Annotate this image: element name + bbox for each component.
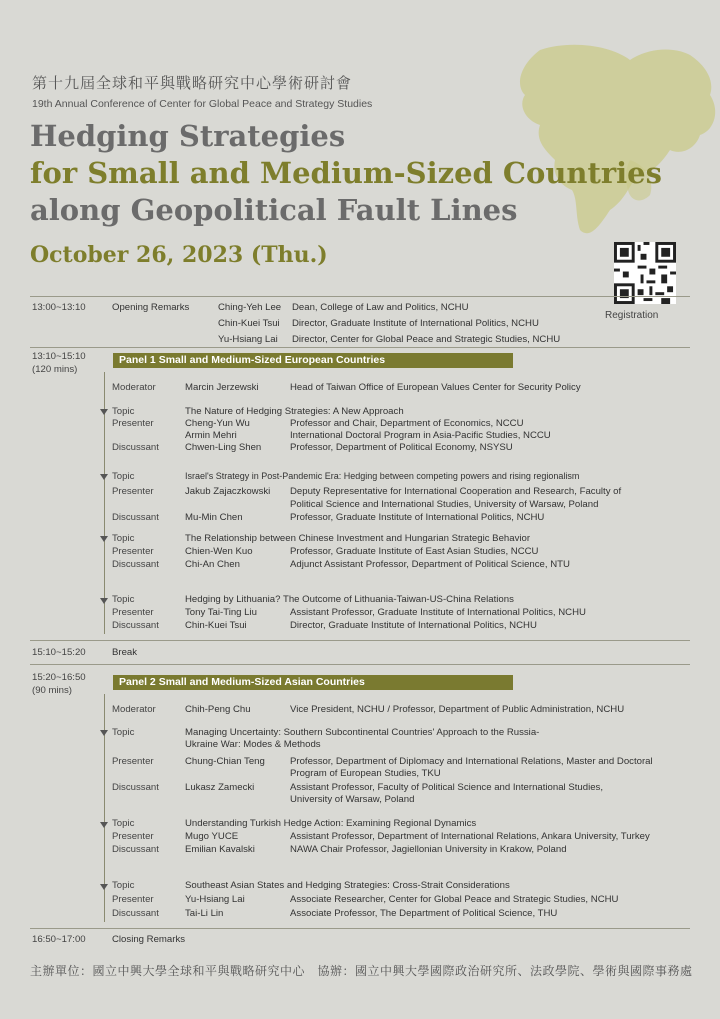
panel1-duration: (120 mins) — [32, 364, 78, 375]
topic-text: Managing Uncertainty: Southern Subcontinental Countries' Approach to the Russia- — [185, 727, 540, 738]
registration-qr-code[interactable] — [614, 242, 676, 304]
person-name: Mu-Min Chen — [185, 512, 243, 523]
person-title: Professor and Chair, Department of Economics, NCCU — [290, 418, 524, 429]
role-label: Presenter — [112, 894, 154, 905]
role-label: Discussant — [112, 442, 159, 453]
divider — [30, 640, 690, 641]
topic-label: Topic — [112, 406, 135, 417]
person-name: Chin-Kuei Tsui — [185, 620, 247, 631]
person-name: Jakub Zajaczkowski — [185, 486, 271, 497]
topic-text: Understanding Turkish Hedge Action: Examining Regional Dynamics — [185, 818, 477, 829]
person-name: Chung-Chian Teng — [185, 756, 265, 767]
person-name: Armin Mehri — [185, 430, 237, 441]
role-label: Discussant — [112, 844, 159, 855]
conference-subtitle: 19th Annual Conference of Center for Global Peace and Strategy Studies — [32, 98, 373, 110]
person-title: Professor, Graduate Institute of International Politics, NCHU — [290, 512, 545, 523]
topic-label: Topic — [112, 880, 135, 891]
person-name: Lukasz Zamecki — [185, 782, 255, 793]
person-name: Chien-Wen Kuo — [185, 546, 253, 557]
topic-text: Hedging by Lithuania? The Outcome of Lithuania-Taiwan-US-China Relations — [185, 594, 514, 605]
topic-text: Southeast Asian States and Hedging Strategies: Cross-Strait Considerations — [185, 880, 510, 891]
person-title: Director, Graduate Institute of International Politics, NCHU — [290, 620, 537, 631]
person-title: International Doctoral Program in Asia-Pacific Studies, NCCU — [290, 430, 551, 441]
person-name: Tai-Li Lin — [185, 908, 224, 919]
topic-text: Israel's Strategy in Post-Pandemic Era: Hedging between competing powers and rising regionalism — [185, 471, 580, 481]
person-name: Mugo YUCE — [185, 831, 239, 842]
panel2-duration: (90 mins) — [32, 685, 72, 696]
topic-label: Topic — [112, 594, 135, 605]
person-title: Professor, Graduate Institute of East Asian Studies, NCCU — [290, 546, 539, 557]
opening-title-2: Director, Graduate Institute of International Politics, NCHU — [292, 318, 539, 329]
closing-label: Closing Remarks — [112, 934, 186, 945]
event-date: October 26, 2023 (Thu.) — [30, 242, 328, 268]
divider — [30, 928, 690, 929]
role-label: Presenter — [112, 486, 154, 497]
person-title: Assistant Professor, Graduate Institute of International Politics, NCHU — [290, 607, 586, 618]
role-label: Presenter — [112, 756, 154, 767]
panel2-time: 15:20~16:50 — [32, 672, 86, 683]
panel2-moderator-label: Moderator — [112, 704, 156, 715]
title-line-3: along Geopolitical Fault Lines — [30, 193, 518, 227]
person-title: Professor, Department of Political Economy, NSYSU — [290, 442, 513, 453]
timeline-marker-icon — [100, 598, 108, 604]
person-title: Adjunct Assistant Professor, Department of Political Science, NTU — [290, 559, 570, 570]
person-title: Political Science and International Studies, University of Warsaw, Poland — [290, 499, 599, 510]
person-name: Yu-Hsiang Lai — [185, 894, 245, 905]
role-label: Discussant — [112, 620, 159, 631]
topic-label: Topic — [112, 471, 135, 482]
divider — [30, 347, 690, 348]
panel1-moderator-title: Head of Taiwan Office of European Values Center for Security Policy — [290, 382, 581, 393]
title-line-2: for Small and Medium-Sized Countries — [30, 156, 662, 190]
timeline-marker-icon — [100, 884, 108, 890]
opening-name-3: Yu-Hsiang Lai — [218, 334, 278, 345]
panel2-title: Panel 2 Small and Medium-Sized Asian Countries — [113, 675, 513, 690]
role-label: Discussant — [112, 908, 159, 919]
person-title: Associate Professor, The Department of Political Science, THU — [290, 908, 558, 919]
person-name: Emilian Kavalski — [185, 844, 255, 855]
person-title: NAWA Chair Professor, Jagiellonian University in Krakow, Poland — [290, 844, 567, 855]
panel1-time: 13:10~15:10 — [32, 351, 86, 362]
divider — [30, 664, 690, 665]
role-label: Presenter — [112, 607, 154, 618]
closing-time: 16:50~17:00 — [32, 934, 86, 945]
person-title: Associate Researcher, Center for Global Peace and Strategic Studies, NCHU — [290, 894, 619, 905]
role-label: Presenter — [112, 418, 154, 429]
timeline-marker-icon — [100, 474, 108, 480]
person-name: Chi-An Chen — [185, 559, 240, 570]
person-title: University of Warsaw, Poland — [290, 794, 415, 805]
topic-text-line-2: Ukraine War: Modes & Methods — [185, 739, 321, 750]
opening-name-1: Ching-Yeh Lee — [218, 302, 282, 313]
person-title: Assistant Professor, Faculty of Political Science and International Studies, — [290, 782, 604, 793]
topic-label: Topic — [112, 727, 135, 738]
role-label: Discussant — [112, 512, 159, 523]
person-title: Professor, Department of Diplomacy and International Relations, Master and Doctoral — [290, 756, 653, 767]
role-label: Presenter — [112, 546, 154, 557]
panel1-moderator-name: Marcin Jerzewski — [185, 382, 259, 393]
opening-label: Opening Remarks — [112, 302, 190, 313]
role-label: Discussant — [112, 782, 159, 793]
registration-label: Registration — [605, 310, 659, 321]
person-title: Deputy Representative for International Cooperation and Research, Faculty of — [290, 486, 622, 497]
timeline-marker-icon — [100, 730, 108, 736]
title-line-1: Hedging Strategies — [30, 119, 346, 153]
topic-label: Topic — [112, 818, 135, 829]
person-name: Tony Tai-Ting Liu — [185, 607, 257, 618]
topic-text: The Relationship between Chinese Investment and Hungarian Strategic Behavior — [185, 533, 531, 544]
role-label: Presenter — [112, 831, 154, 842]
panel1-moderator-label: Moderator — [112, 382, 156, 393]
break-label: Break — [112, 647, 138, 658]
divider — [30, 296, 690, 297]
timeline-marker-icon — [100, 822, 108, 828]
person-title: Program of European Studies, TKU — [290, 768, 441, 779]
role-label: Discussant — [112, 559, 159, 570]
main-title — [30, 118, 662, 229]
opening-time: 13:00~13:10 — [32, 302, 86, 313]
person-name: Chwen-Ling Shen — [185, 442, 262, 453]
person-name: Cheng-Yun Wu — [185, 418, 250, 429]
person-title: Assistant Professor, Department of International Relations, Ankara University, Turkey — [290, 831, 650, 842]
panel2-moderator-title: Vice President, NCHU / Professor, Department of Public Administration, NCHU — [290, 704, 625, 715]
organizers-footer: 主辦單位：國立中興大學全球和平與戰略研究中心 協辦：國立中興大學國際政治研究所、法政學院、學術與國際事務處 — [30, 964, 693, 978]
topic-label: Topic — [112, 533, 135, 544]
panel2-moderator-name: Chih-Peng Chu — [185, 704, 251, 715]
chinese-title: 第十九屆全球和平與戰略研究中心學術研討會 — [32, 75, 353, 92]
opening-name-2: Chin-Kuei Tsui — [218, 318, 280, 329]
timeline-marker-icon — [100, 409, 108, 415]
topic-text: The Nature of Hedging Strategies: A New Approach — [185, 406, 404, 417]
opening-title-1: Dean, College of Law and Politics, NCHU — [292, 302, 469, 313]
timeline-marker-icon — [100, 536, 108, 542]
panel1-title: Panel 1 Small and Medium-Sized European Countries — [113, 353, 513, 368]
opening-title-3: Director, Center for Global Peace and Strategic Studies, NCHU — [292, 334, 561, 345]
break-time: 15:10~15:20 — [32, 647, 86, 658]
